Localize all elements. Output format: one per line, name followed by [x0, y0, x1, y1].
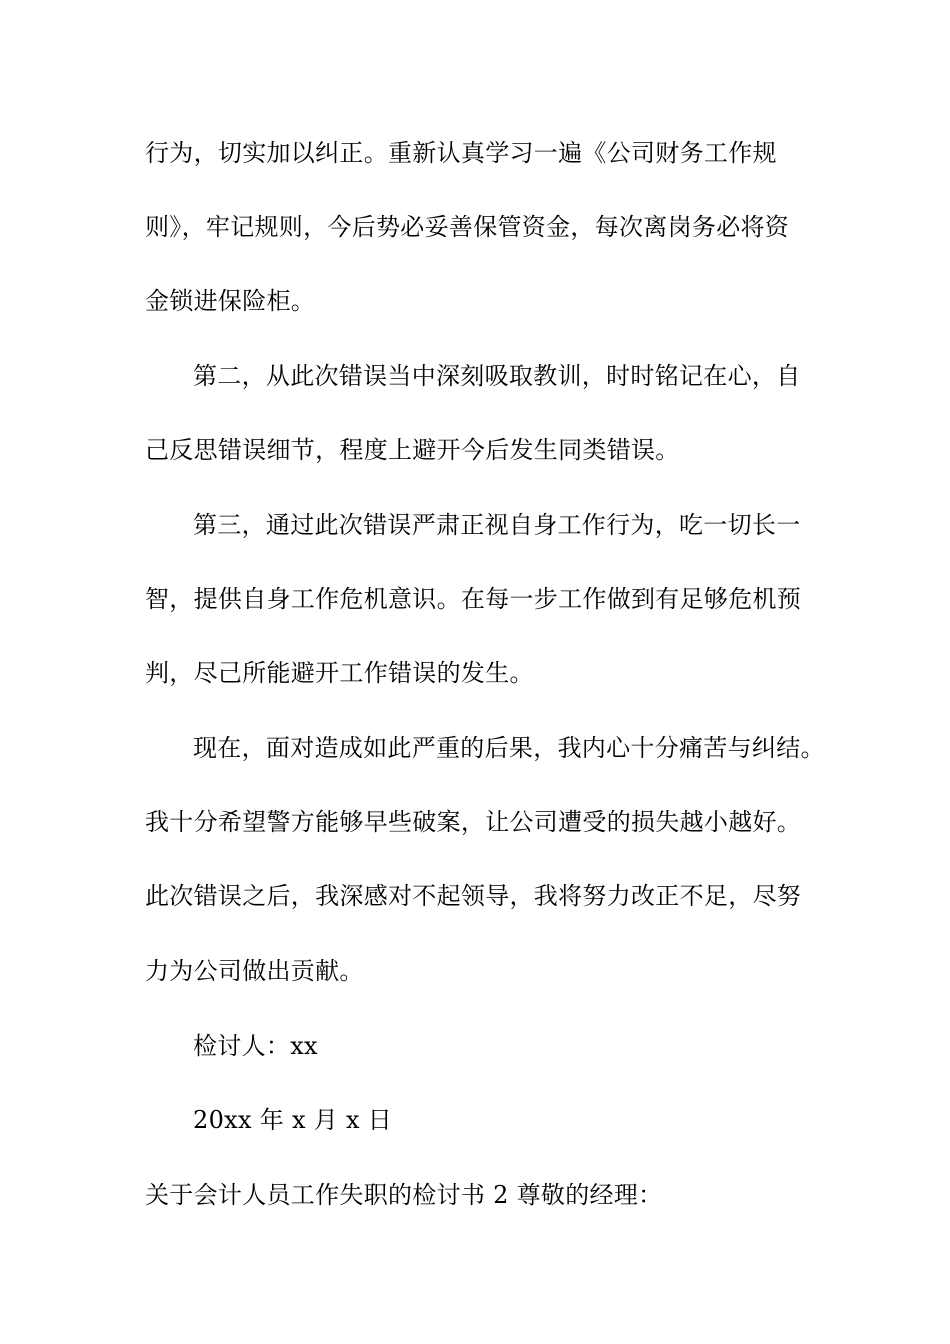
text-line-3: 金锁进保险柜。	[145, 287, 316, 315]
signatory-line: 检讨人：xx	[193, 1032, 318, 1060]
text-line-9: 现在，面对造成如此严重的后果，我内心十分痛苦与纠结。	[193, 734, 825, 762]
text-line-2: 则》，牢记规则，今后势必妥善保管资金，每次离岗务必将资	[145, 213, 790, 241]
text-line-7: 智，提供自身工作危机意识。在每一步工作做到有足够危机预	[145, 585, 802, 613]
section-heading-line: 关于会计人员工作失职的检讨书 2 尊敬的经理：	[145, 1181, 663, 1209]
text-line-10: 我十分希望警方能够早些破案，让公司遭受的损失越小越好。	[145, 808, 802, 836]
text-line-12: 力为公司做出贡献。	[145, 957, 364, 985]
date-line: 20xx 年 x 月 x 日	[193, 1106, 393, 1134]
text-line-5: 己反思错误细节，程度上避开今后发生同类错误。	[145, 436, 680, 464]
text-line-4: 第二，从此次错误当中深刻吸取教训，时时铭记在心，自	[193, 362, 801, 390]
text-line-6: 第三，通过此次错误严肃正视自身工作行为，吃一切长一	[193, 511, 801, 539]
text-line-11: 此次错误之后，我深感对不起领导，我将努力改正不足，尽努	[145, 882, 802, 910]
text-line-8: 判，尽己所能避开工作错误的发生。	[145, 659, 534, 687]
text-line-1: 行为，切实加以纠正。重新认真学习一遍《公司财务工作规	[145, 139, 777, 167]
